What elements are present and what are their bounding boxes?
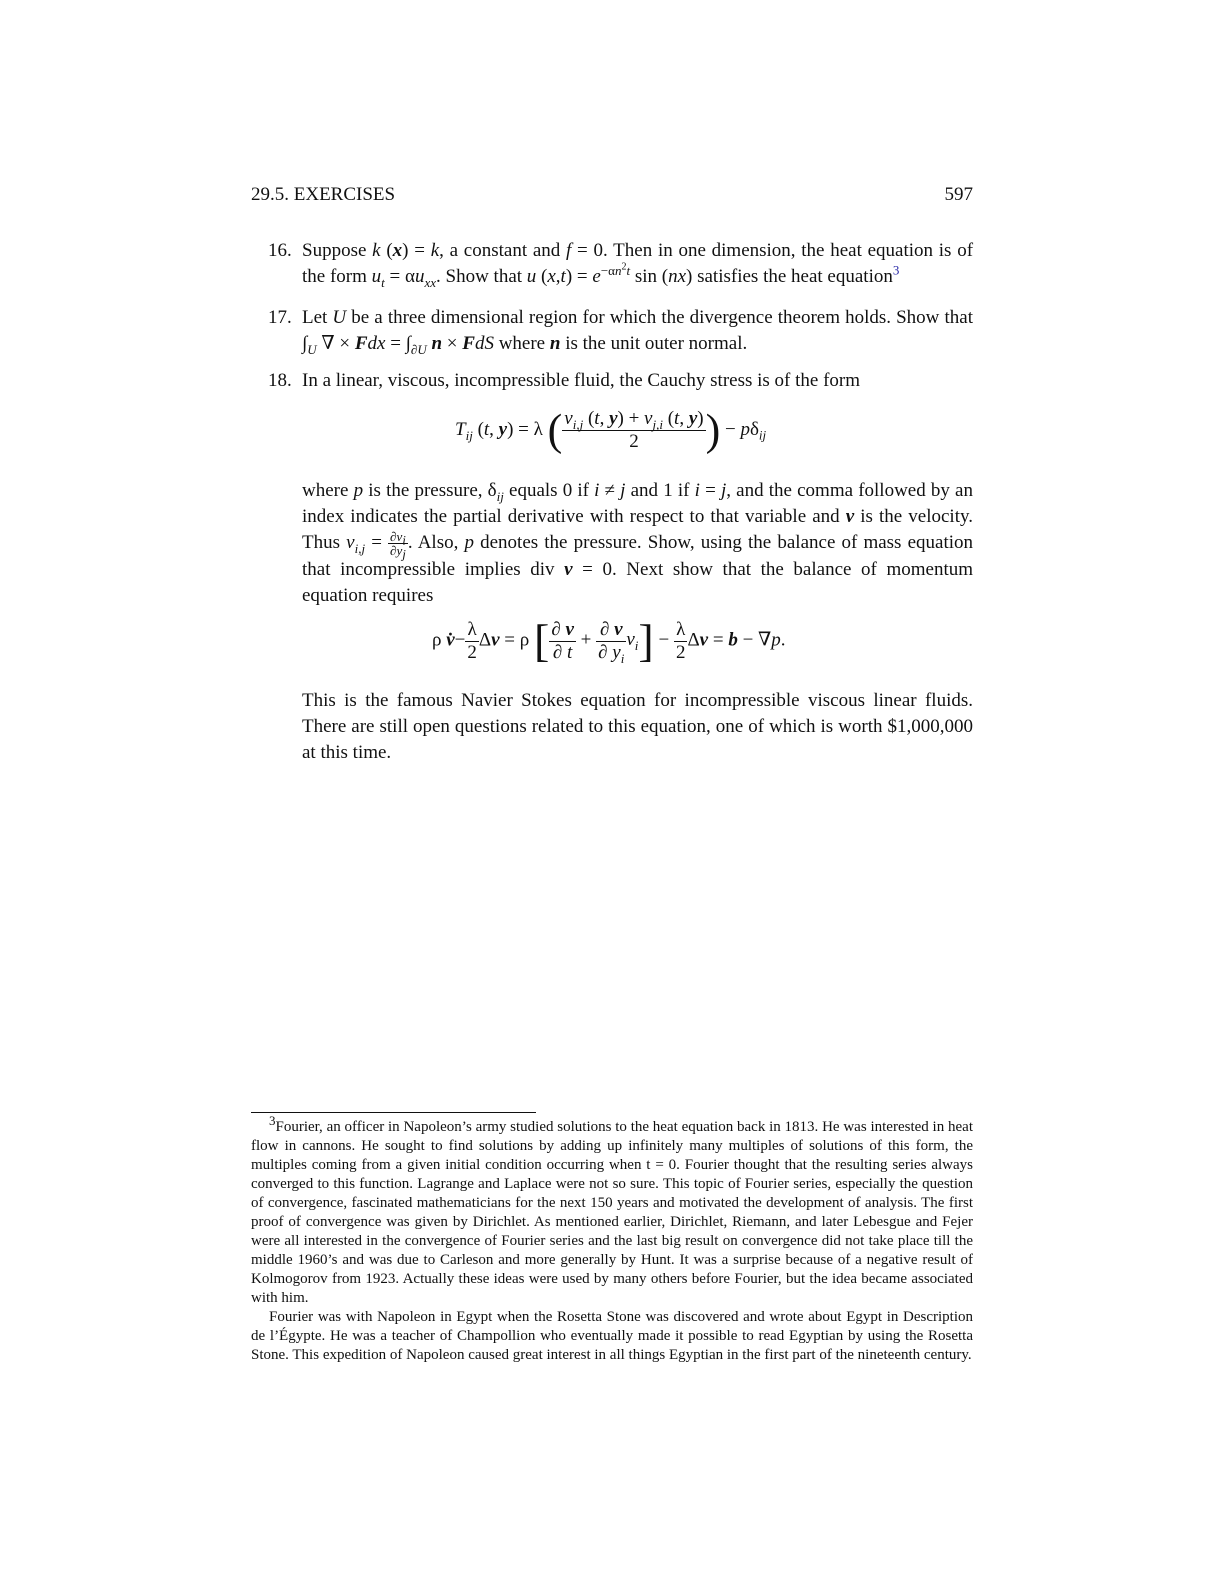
exercise-number: 17. — [268, 307, 292, 328]
exercise-text: Let U be a three dimensional region for which the divergence theorem holds. Show that $\int_U$ ∇ × Fdx = $\int_{\partial U}$ n × FdS where n is the unit outer normal. — [302, 307, 973, 357]
exercise-number: 16. — [268, 240, 292, 261]
exercise-text: This is the famous Navier Stokes equation for incompressible viscous linear fluids. There are still open questions related to this equation, one of which is worth $1,000,000 at this time. — [302, 690, 973, 763]
exercise-18-closing — [268, 688, 973, 766]
section-title: 29.5. EXERCISES — [251, 184, 396, 205]
footnote-rule — [251, 1112, 536, 1113]
stress-equation: $T_{ij}$ (t, y) = λ ( $\frac{v_{i,j} (t, y) + v_{j,i} (t, y)}{2}$ ) − $p\delta_{ij}$ — [455, 405, 767, 455]
exercise-intro: In a linear, viscous, incompressible fluid, the Cauchy stress is of the form — [302, 370, 861, 391]
exercise-text: Suppose k (x) = k, a constant and f = 0. Then in one dimension, the heat equation is of the form $u_t = \alpha u_{xx}$. Show that u $(x,t) = e^{-\alpha n^2t}$ sin (nx) satisfies the heat equation$^3$ — [302, 240, 974, 290]
footnote-paragraph-2: Fourier was with Napoleon in Egypt when the Rosetta Stone was discovered and wrote about Egypt in Description de l’Égypte. He was a teacher of Champollion who eventually made it possible to read Egyptian by using the Rosetta Stone. This expedition of Napoleon caused great interest in all things Egyptian in the first part of the nineteenth century. — [251, 1309, 973, 1363]
exercise-18-explanation — [268, 478, 973, 609]
exercise-16 — [268, 238, 973, 290]
exercise-number: 18. — [268, 370, 292, 391]
footnote-ref[interactable]: 3 — [892, 262, 900, 278]
footnote — [251, 1113, 973, 1365]
exercise-text: where p is the pressure, $\delta_{ij}$ equals 0 if i ≠ j and 1 if i = j, and the comma followed by an index indicates the partial derivative with respect to that variable and v is the velocity. Thus $v_{i,j}$ = $\frac{\partial v_i}{\partial y_j}$ . Also, p denotes the pressure. Show, using the balance of mass equation that incompressible implies div v = 0. Next show that the balance of momentum equation requires — [302, 480, 974, 607]
exercise-18 — [268, 368, 973, 394]
navier-stokes-equation: ρ v̇− $\frac{\lambda}{2}$ Δv = ρ [ $\frac{\partial v}{\partial t}$ + $\frac{\partial v}{\partial y_i}$ $v_i$] − $\frac{\lambda}{2}$ Δv = b − ∇p. — [432, 615, 786, 666]
footnote-marker: 3 — [269, 1113, 276, 1128]
footnote-paragraph-1: $^3$Fourier, an officer in Napoleon’s army studied solutions to the heat equation back in 1813. He was interested in heat flow in cannons. He sought to find solutions by adding up infinitely many multiples of solutions of this form, the multiples coming from a given initial condition occurring when t = 0. Fourier thought that the resulting series always converged to this function. Lagrange and Laplace were not so sure. This topic of Fourier series, especially the question of convergence, fascinated mathematicians for the next 150 years and motivated the development of analysis. The first proof of convergence was given by Dirichlet. As mentioned earlier, Dirichlet, Riemann, and later Lebesgue and Fejer were all interested in the convergence of Fourier series and the last big result on convergence did not take place till the middle 1960’s and was due to Carleson and more generally by Hunt. It was a surprise because of a negative result of Kolmogorov from 1923. Actually these ideas were used by many others before Fourier, but the idea became associated with him. — [251, 1113, 973, 1306]
page-number: 597 — [944, 184, 973, 205]
exercise-17 — [268, 305, 973, 357]
